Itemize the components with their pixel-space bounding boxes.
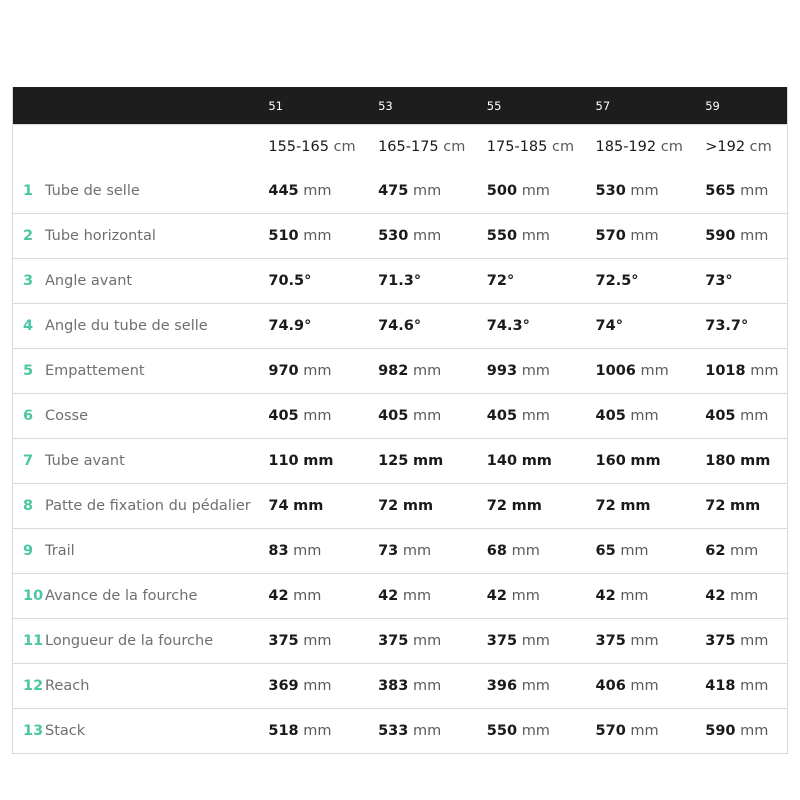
value-cell: 110 mm — [268, 453, 334, 469]
value-cell: 418 mm — [705, 678, 769, 694]
row-label-text: Trail — [45, 543, 75, 559]
row-number: 3 — [23, 273, 34, 289]
row-number: 2 — [23, 228, 34, 244]
row-label — [13, 408, 268, 424]
value-cell: 180 mm — [705, 453, 771, 469]
value-cell: 74.9° — [268, 318, 312, 334]
row-label — [13, 363, 268, 379]
value-cell: 475 mm — [378, 183, 442, 199]
row-number: 7 — [23, 453, 34, 469]
value-cell: 65 mm — [595, 543, 649, 559]
value-cell: 590 mm — [705, 228, 769, 244]
value-cell: 982 mm — [378, 363, 442, 379]
value-cell: 42 mm — [378, 588, 432, 604]
size-header: 57 — [595, 98, 611, 113]
row-label — [13, 723, 268, 739]
table-row — [13, 573, 787, 618]
value-cell: 510 mm — [268, 228, 332, 244]
value-cell: 375 mm — [595, 633, 659, 649]
value-cell: 125 mm — [378, 453, 444, 469]
row-number: 13 — [23, 723, 44, 739]
value-cell: 565 mm — [705, 183, 769, 199]
value-cell: 72 mm — [486, 498, 542, 514]
row-number: 8 — [23, 498, 34, 514]
value-cell: 500 mm — [486, 183, 550, 199]
row-label — [13, 498, 268, 514]
geometry-table — [12, 87, 788, 754]
row-label — [13, 543, 268, 559]
row-label — [13, 183, 268, 199]
value-cell: 970 mm — [268, 363, 332, 379]
table-row — [13, 708, 787, 753]
row-label — [13, 678, 268, 694]
value-cell: 383 mm — [378, 678, 442, 694]
rider-height-row — [13, 124, 787, 169]
row-label-text: Reach — [45, 678, 90, 694]
row-number: 9 — [23, 543, 34, 559]
height-cell: 155-165 cm — [268, 139, 356, 155]
row-label — [13, 453, 268, 469]
size-header: 55 — [486, 98, 502, 113]
value-cell: 405 mm — [705, 408, 769, 424]
row-number: 4 — [23, 318, 34, 334]
row-label — [13, 588, 268, 604]
value-cell: 74.3° — [486, 318, 530, 334]
height-cell: 185-192 cm — [595, 139, 683, 155]
value-cell: 70.5° — [268, 273, 312, 289]
row-number: 6 — [23, 408, 34, 424]
row-label-text: Stack — [45, 723, 86, 739]
value-cell: 72 mm — [705, 498, 761, 514]
row-label-text: Tube horizontal — [45, 228, 156, 244]
size-header: 51 — [268, 98, 283, 113]
value-cell: 1006 mm — [595, 363, 669, 379]
size-header: 59 — [705, 98, 720, 113]
value-cell: 406 mm — [595, 678, 659, 694]
table-row — [13, 438, 787, 483]
table-row — [13, 663, 787, 708]
value-cell: 550 mm — [486, 228, 550, 244]
row-label — [13, 228, 268, 244]
value-cell: 72° — [486, 273, 515, 289]
row-label-text: Cosse — [45, 408, 89, 424]
row-label-text: Longueur de la fourche — [45, 633, 214, 649]
value-cell: 74.6° — [378, 318, 422, 334]
table-row — [13, 528, 787, 573]
value-cell: 369 mm — [268, 678, 332, 694]
table-row — [13, 303, 787, 348]
value-cell: 1018 mm — [705, 363, 779, 379]
value-cell: 72.5° — [595, 273, 639, 289]
row-label-text: Avance de la fourche — [45, 588, 198, 604]
row-label — [13, 633, 268, 649]
row-label — [13, 273, 268, 289]
value-cell: 62 mm — [705, 543, 759, 559]
row-label-text: Angle avant — [45, 273, 133, 289]
row-number: 11 — [23, 633, 44, 649]
table-row — [13, 483, 787, 528]
value-cell: 530 mm — [595, 183, 659, 199]
value-cell: 375 mm — [268, 633, 332, 649]
value-cell: 518 mm — [268, 723, 332, 739]
value-cell: 570 mm — [595, 723, 659, 739]
row-number: 1 — [23, 183, 34, 199]
table-row — [13, 169, 787, 213]
value-cell: 42 mm — [595, 588, 649, 604]
value-cell: 533 mm — [378, 723, 442, 739]
value-cell: 73 mm — [378, 543, 432, 559]
value-cell: 42 mm — [705, 588, 759, 604]
height-cell: 175-185 cm — [486, 139, 575, 155]
table-row — [13, 348, 787, 393]
value-cell: 73.7° — [705, 318, 749, 334]
value-cell: 590 mm — [705, 723, 769, 739]
value-cell: 375 mm — [378, 633, 442, 649]
row-label-text: Patte de fixation du pédalier — [45, 498, 251, 514]
value-cell: 405 mm — [378, 408, 442, 424]
value-cell: 72 mm — [378, 498, 434, 514]
value-cell: 42 mm — [486, 588, 540, 604]
value-cell: 68 mm — [486, 543, 540, 559]
value-cell: 83 mm — [268, 543, 322, 559]
row-number: 12 — [23, 678, 44, 694]
value-cell: 160 mm — [595, 453, 661, 469]
row-number: 5 — [23, 363, 34, 379]
value-cell: 42 mm — [268, 588, 322, 604]
size-header: 53 — [378, 98, 393, 113]
value-cell: 405 mm — [486, 408, 550, 424]
value-cell: 570 mm — [595, 228, 659, 244]
row-label-text: Tube de selle — [45, 183, 140, 199]
row-label-text: Tube avant — [45, 453, 125, 469]
value-cell: 74° — [595, 318, 623, 334]
value-cell: 74 mm — [268, 498, 324, 514]
value-cell: 375 mm — [705, 633, 769, 649]
value-cell: 73° — [705, 273, 733, 289]
row-label — [13, 318, 268, 334]
row-label-text: Empattement — [45, 363, 145, 379]
row-number: 10 — [23, 588, 44, 604]
table-row — [13, 393, 787, 438]
value-cell: 530 mm — [378, 228, 442, 244]
value-cell: 550 mm — [486, 723, 550, 739]
row-label-text: Angle du tube de selle — [45, 318, 208, 334]
value-cell: 405 mm — [595, 408, 659, 424]
height-cell: >192 cm — [705, 139, 772, 155]
value-cell: 140 mm — [486, 453, 552, 469]
value-cell: 445 mm — [268, 183, 332, 199]
height-cell: 165-175 cm — [378, 139, 466, 155]
value-cell: 405 mm — [268, 408, 332, 424]
value-cell: 396 mm — [486, 678, 550, 694]
table-row — [13, 258, 787, 303]
table-row — [13, 213, 787, 258]
value-cell: 71.3° — [378, 273, 422, 289]
value-cell: 993 mm — [486, 363, 550, 379]
value-cell: 72 mm — [595, 498, 651, 514]
table-row — [13, 618, 787, 663]
size-header-row — [13, 87, 787, 124]
value-cell: 375 mm — [486, 633, 550, 649]
